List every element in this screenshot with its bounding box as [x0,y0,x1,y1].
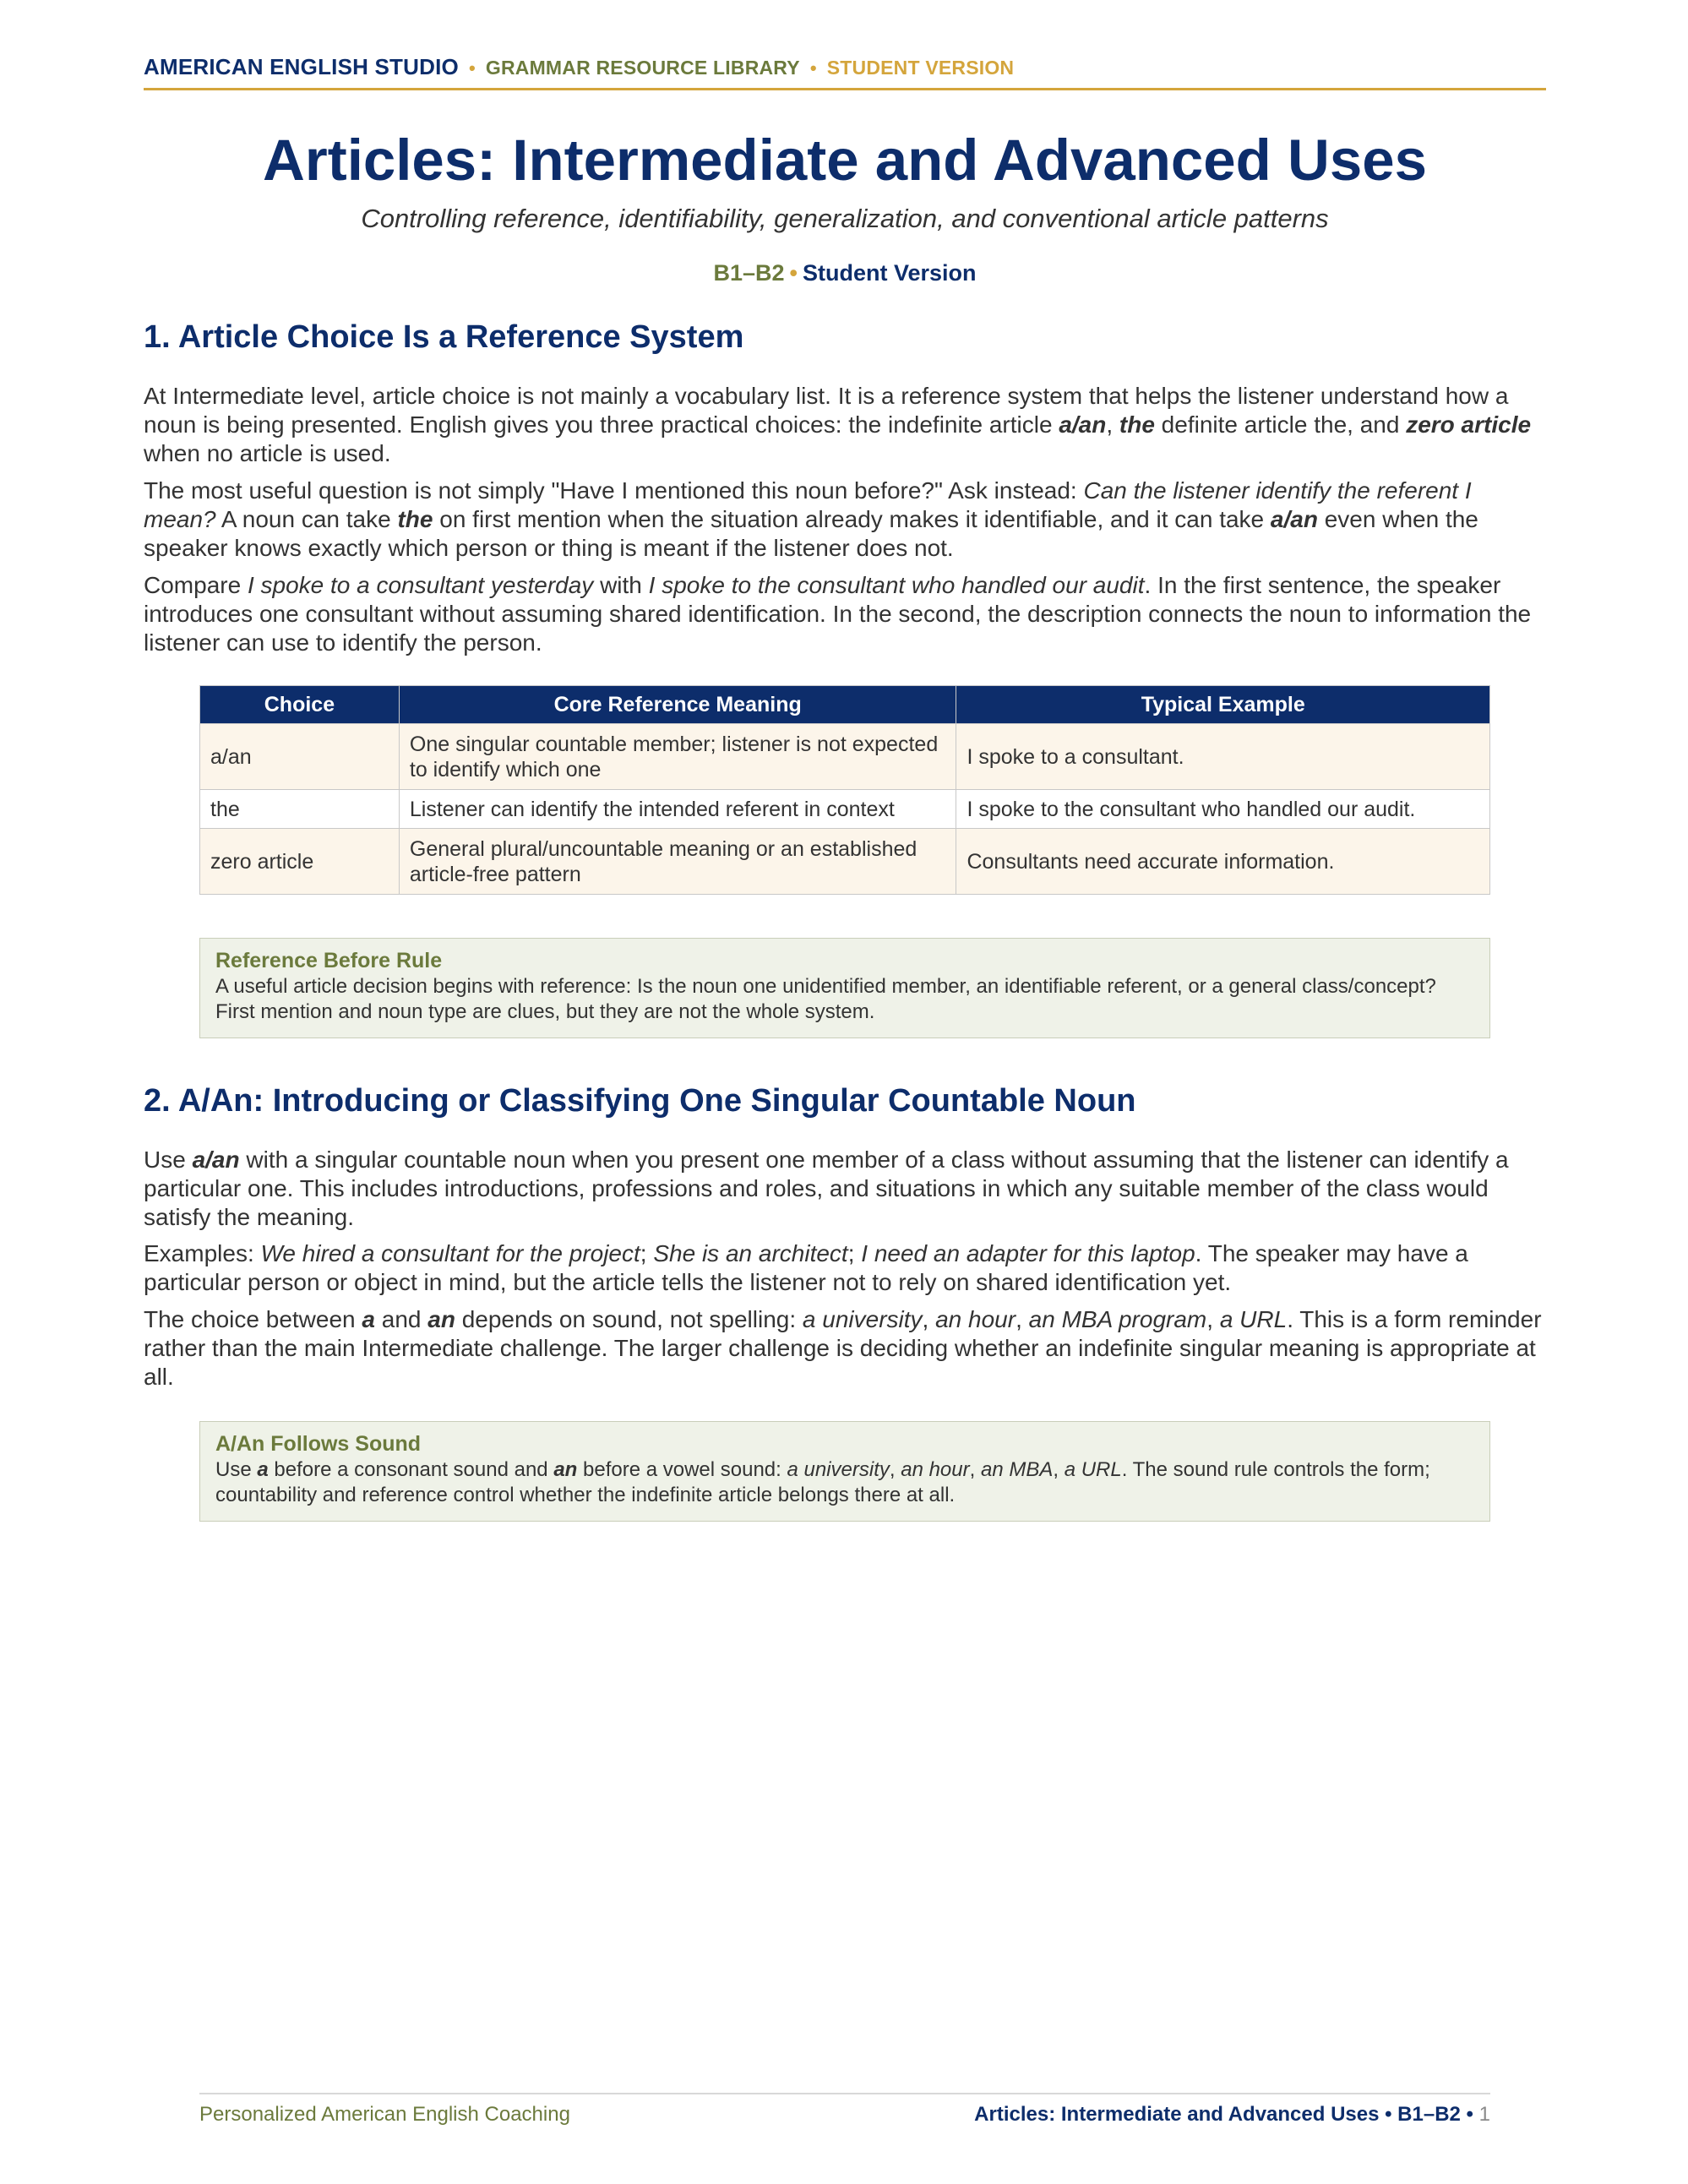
header-library: GRAMMAR RESOURCE LIBRARY [485,57,800,79]
header-brand: AMERICAN ENGLISH STUDIO [144,54,459,79]
page-number: 1 [1478,2103,1490,2126]
level-line [144,259,1546,286]
document-page [144,0,1546,2184]
callout-title: A/An Follows Sound [215,1432,422,1456]
footer-right-text: Articles: Intermediate and Advanced Uses • B1–B2 • 1 [974,2103,1490,2126]
table-cell: One singular countable member; listener is not expected to identify which one [399,724,956,790]
header-separator: • [809,57,817,79]
table-header-cell: Typical Example [956,686,1490,724]
table-cell: I spoke to a consultant. [956,724,1490,790]
reference-before-rule-callout [199,938,1490,1038]
page-title: Articles: Intermediate and Advanced Uses [263,128,1427,193]
level-label: Student Version [802,260,977,286]
table-header-cell: Choice [200,686,400,724]
page-footer [199,2093,1490,2135]
table-cell: Consultants need accurate information. [956,829,1490,895]
callout-body: Use a before a consonant sound and an before a vowel sound: a university, an hour, an MBA, a URL. The sound rule controls the form; countability and reference control whether the indefinite article belongs there at all. [215,1458,1430,1506]
page-subtitle: Controlling reference, identifiability, generalization, and conventional article patterns [361,204,1329,233]
table-header-cell: Core Reference Meaning [399,686,956,724]
table-cell: a/an [200,724,400,790]
section-1-paragraph-2: The most useful question is not simply "Have I mentioned this noun before?" Ask instead: Can the listener identify the referent I mean? A noun can take the on first mention when the situation already makes it identifiable, and it can take a/an even when the speaker knows exactly which person or thing is meant if the listener does not. [144,477,1478,561]
aan-follows-sound-callout [199,1421,1490,1522]
callout-body: A useful article decision begins with reference: Is the noun one unidentified member, an identifiable referent, or a general class/concept? First mention and noun type are clues, but they are not the whole system. [215,975,1436,1023]
table-cell: Listener can identify the intended referent in context [399,790,956,829]
table-header-row [200,686,1490,724]
section-1-paragraph-1: At Intermediate level, article choice is not mainly a vocabulary list. It is a reference system that helps the listener understand how a noun is being presented. English gives you three practical choices: the indefinite article a/an, the definite article the, and zero article when no article is used. [144,383,1532,466]
table-row [200,724,1490,790]
level-range: B1–B2 [713,260,785,286]
callout-title: Reference Before Rule [215,949,443,972]
section-2-paragraph-3: The choice between a and an depends on sound, not spelling: a university, an hour, an MBA program, a URL. This is a form reminder rather than the main Intermediate challenge. The larger challenge is deciding whether an indefinite singular meaning is appropriate at all. [144,1306,1542,1390]
table-cell: General plural/uncountable meaning or an established article-free pattern [399,829,956,895]
table-row [200,790,1490,829]
header-version: STUDENT VERSION [826,57,1015,79]
level-separator: • [789,260,798,286]
section-1-heading: 1. Article Choice Is a Reference System [144,319,744,355]
header-separator: • [468,57,476,79]
table-cell: I spoke to the consultant who handled our audit. [956,790,1490,829]
section-1-paragraph-3: Compare I spoke to a consultant yesterday with I spoke to the consultant who handled our audit. In the first sentence, the speaker introduces one consultant without assuming shared identification. In the second, the description connects the noun to information the listener can use to identify the person. [144,572,1532,656]
table-cell: zero article [200,829,400,895]
table-cell: the [200,790,400,829]
table-row [200,829,1490,895]
section-2-heading: 2. A/An: Introducing or Classifying One Singular Countable Noun [144,1083,1136,1119]
article-choice-table [199,685,1490,895]
section-2-paragraph-1: Use a/an with a singular countable noun when you present one member of a class without assuming that the listener can identify a particular one. This includes introductions, professions and roles, and situations in which any suitable member of the class would satisfy the meaning. [144,1146,1509,1230]
footer-left-text: Personalized American English Coaching [199,2103,570,2126]
section-2-paragraph-2: Examples: We hired a consultant for the project; She is an architect; I need an adapter for this laptop. The speaker may have a particular person or object in mind, but the article tells the listener not to rely on shared identification yet. [144,1240,1468,1295]
running-header [144,54,1546,90]
